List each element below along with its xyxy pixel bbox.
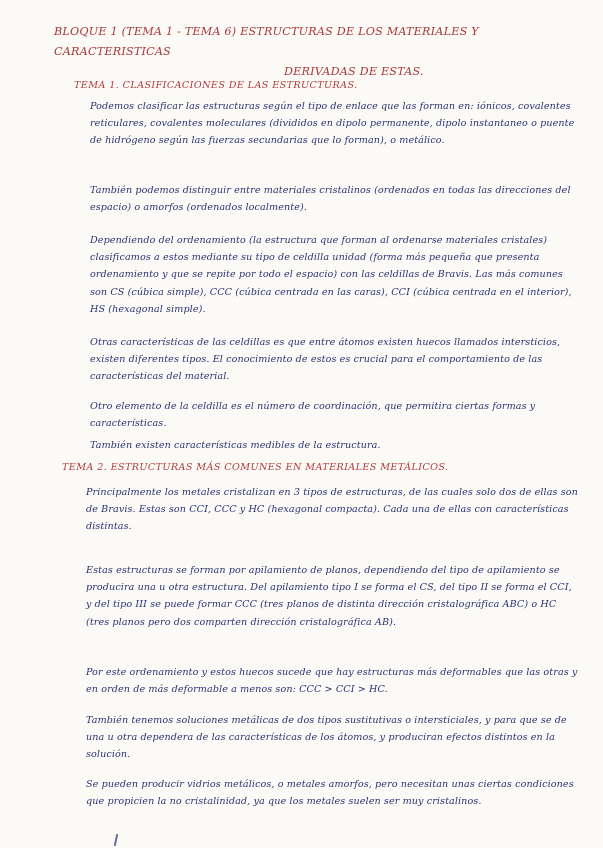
tema1-paragraph-5: Otro elemento de la celdilla es el número de coordinación, que permitira ciertas formas y características.: [90, 401, 536, 430]
tema2-paragraph-4: También tenemos soluciones metálicas de dos tipos sustitutivas o intersticiales, y para que se de una u otra dependera de las características de los átomos, y produciran efectos distintos en la solución.: [86, 715, 567, 761]
tema1-paragraph-1: Podemos clasificar las estructuras según el tipo de enlace que las forman en: iónicos, covalentes reticulares, covalentes moleculares (divididos en dipolo permanente, dipolo instantaneo o puente de hidrógeno según las fuerzas secundarias que lo forman), o metálico.: [90, 101, 575, 147]
title-line-2: DERIVADAS DE ESTAS.: [284, 65, 424, 78]
page-title: [54, 22, 574, 82]
tema1-heading: TEMA 1. CLASIFICACIONES DE LAS ESTRUCTURAS.: [74, 80, 358, 91]
title-line-1: BLOQUE 1 (TEMA 1 - TEMA 6) ESTRUCTURAS DE LOS MATERIALES Y CARACTERISTICAS: [54, 25, 479, 58]
tema2-paragraph-1: Principalmente los metales cristalizan en 3 tipos de estructuras, de las cuales solo dos de ellas son de Bravis. Estas son CCI, CCC y HC (hexagonal compacta). Cada una de ellas con características distintas.: [86, 487, 578, 533]
tema2-paragraph-3: Por este ordenamiento y estos huecos sucede que hay estructuras más deformables que las otras y en orden de más deformable a menos son: CCC > CCI > HC.: [86, 667, 578, 696]
pen-mark: [114, 834, 118, 846]
tema1-paragraph-4: Otras características de las celdillas es que entre átomos existen huecos llamados intersticios, existen diferentes tipos. El conocimiento de estos es crucial para el comportamiento de las características del material.: [90, 337, 561, 383]
tema2-heading: TEMA 2. ESTRUCTURAS MÁS COMUNES EN MATERIALES METÁLICOS.: [62, 462, 449, 473]
tema2-paragraph-5: Se pueden producir vidrios metálicos, o metales amorfos, pero necesitan unas ciertas condiciones que propicien la no cristalinidad, ya que los metales suelen ser muy cristalinos.: [86, 779, 574, 808]
tema1-paragraph-2: También podemos distinguir entre materiales cristalinos (ordenados en todas las direcciones del espacio) o amorfos (ordenados localmente).: [90, 185, 571, 214]
tema1-paragraph-6: También existen características medibles de la estructura.: [90, 440, 381, 451]
tema1-paragraph-3: Dependiendo del ordenamiento (la estructura que forman al ordenarse materiales cristales) clasificamos a estos mediante su tipo de celdilla unidad (forma más pequeña que presenta ordenamiento y que se repite por todo el espacio) con las celdillas de Bravis. Las más comunes son CS (cúbica simple), CCC (cúbica centrada en las caras), CCI (cúbica centrada en el interior), HS (hexagonal simple).: [90, 235, 572, 315]
tema2-paragraph-2: Estas estructuras se forman por apilamiento de planos, dependiendo del tipo de apilamiento se producira una u otra estructura. Del apilamiento tipo I se forma el CS, del tipo II se forma el CCI, y del tipo III se puede formar CCC (tres planos de distinta dirección cristalográfica ABC) o HC (tres planos pero dos comparten dirección cristalográfica AB).: [86, 565, 572, 628]
